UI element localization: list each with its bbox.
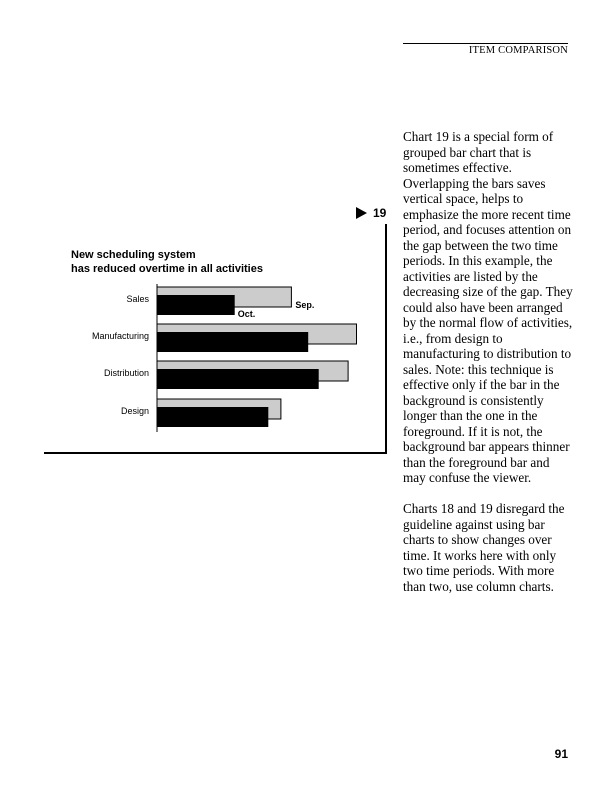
triangle-pointer-icon xyxy=(356,207,367,219)
chart-marker xyxy=(356,206,386,220)
chart-title-line: New scheduling system xyxy=(71,249,196,261)
chart xyxy=(44,224,387,454)
body-text xyxy=(403,129,573,594)
chart-title-line: has reduced overtime in all activities xyxy=(71,263,263,275)
category-label: Sales xyxy=(126,294,149,304)
page-number: 91 xyxy=(554,747,568,761)
paragraph-1: Chart 19 is a special form of grouped bar chart that is sometimes effective. Overlapping the bars saves vertical space, helps to emphasize the more recent time period, and focuses attention on the gap between the two time periods. In this example, the activities are listed by the decreasing size of the gap. They could also have been arranged by the normal flow of activities, i.e., from design to manufacturing to distribution to sales. Note: this technique is effective only if the bar in the background is consistently longer than the one in the foreground. If it is not, the background bar appears thinner than the foreground bar and may confuse the viewer. xyxy=(403,129,573,485)
category-label: Manufacturing xyxy=(91,331,149,341)
paragraph-2: Charts 18 and 19 disregard the guideline against using bar charts to show changes over time. It works here with only two time periods. With more than two, use column charts. xyxy=(403,501,565,594)
category-label: Design xyxy=(120,406,149,416)
header-rule xyxy=(403,43,568,44)
chart-number: 19 xyxy=(373,206,387,220)
bar-oct-distribution xyxy=(157,369,319,389)
category-label: Distribution xyxy=(103,368,149,378)
bar-oct-manufacturing xyxy=(157,332,308,352)
bar-oct-sales xyxy=(157,295,235,315)
section-title: ITEM COMPARISON xyxy=(468,45,568,56)
bar-oct-design xyxy=(157,407,268,427)
legend-label-oct: Oct. xyxy=(237,309,256,319)
chart-frame xyxy=(44,224,387,454)
legend-label-sep: Sep. xyxy=(295,300,315,310)
